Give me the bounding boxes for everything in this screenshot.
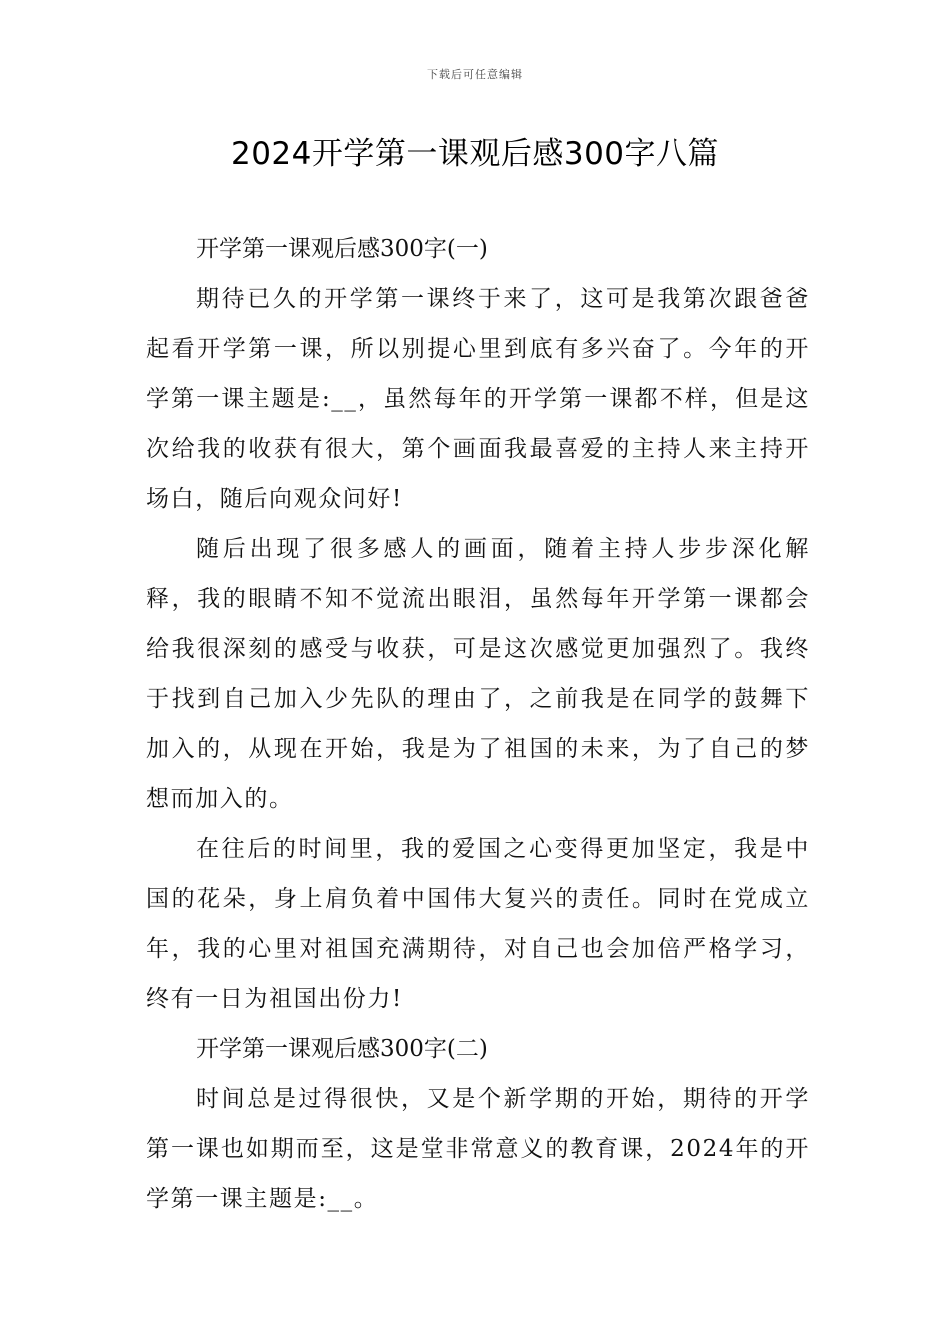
- header-note: 下载后可任意编辑: [427, 68, 523, 81]
- paragraph: 期待已久的开学第一课终于来了，这可是我第次跟爸爸起看开学第一课，所以别提心里到底有多兴奋了。今年的开学第一课主题是:__，虽然每年的开学第一课都不样，但是这次给我的收获有很大，第个画面我最喜爱的主持人来主持开场白，随后向观众问好!: [146, 286, 810, 512]
- paragraph: 时间总是过得很快，又是个新学期的开始，期待的开学第一课也如期而至，这是堂非常意义的教育课，2024年的开学第一课主题是:__。: [146, 1086, 810, 1212]
- paragraph: 随后出现了很多感人的画面，随着主持人步步深化解释，我的眼睛不知不觉流出眼泪，虽然每年开学第一课都会给我很深刻的感受与收获，可是这次感觉更加强烈了。我终于找到自己加入少先队的理由了，之前我是在同学的鼓舞下加入的，从现在开始，我是为了祖国的未来，为了自己的梦想而加入的。: [146, 536, 810, 812]
- paragraph: 在往后的时间里，我的爱国之心变得更加坚定，我是中国的花朵，身上肩负着中国伟大复兴的责任。同时在党成立年，我的心里对祖国充满期待，对自己也会加倍严格学习，终有一日为祖国出份力!: [146, 836, 810, 1012]
- document-title: 2024开学第一课观后感300字八篇: [230, 136, 720, 172]
- document-body: [146, 224, 810, 1224]
- section-heading-1: 开学第一课观后感300字(一): [196, 236, 488, 262]
- section-heading-2: 开学第一课观后感300字(二): [196, 1036, 488, 1062]
